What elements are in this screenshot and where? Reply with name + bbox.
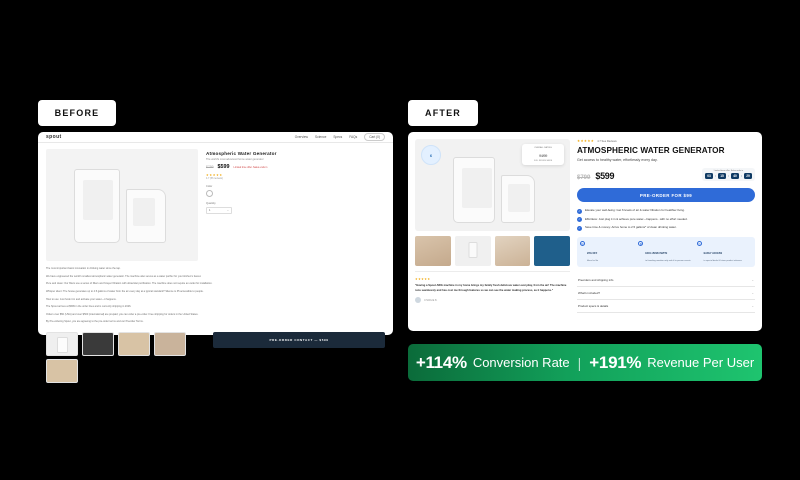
page-subtitle: Get access to healthy water, effortlessly every day.: [577, 158, 658, 162]
before-price-row: [206, 164, 385, 170]
rating-badge-score: [524, 150, 562, 159]
perk-item: [697, 241, 752, 263]
after-product-image: [415, 139, 570, 231]
accordion-whats-included[interactable]: [577, 287, 755, 300]
review-author-name: CHARLIE B.: [424, 298, 438, 302]
certification-badge-icon: 6: [421, 145, 441, 165]
device-large-illustration: [453, 157, 495, 223]
accordion-label: Preorders and shipping info: [578, 277, 614, 282]
brand-logo: spout: [46, 134, 62, 140]
rating-badge-link[interactable]: FULL REVIEW HERE: [533, 159, 553, 162]
review-text: "Having a Spout AWG machine in my home brings my family fresh delicious water everyday, from the air! The machine runs seamlessly and has cost me through features so we can see the water making process, as it happens.": [415, 284, 567, 292]
quantity-label: Quantity: [206, 202, 216, 205]
before-star-rating: ★★★★★: [206, 173, 223, 177]
thumbnail-extra[interactable]: [46, 359, 78, 383]
label-after: AFTER: [408, 100, 478, 126]
results-banner: [408, 344, 762, 381]
perk-desc: filters for life: [587, 259, 599, 262]
thumbnail-lifestyle-1[interactable]: [415, 236, 451, 266]
after-page: [408, 132, 762, 331]
copy-paragraph: The most important basic innovation in drinking water since the tap.: [46, 267, 121, 270]
copy-paragraph: The Spout arrives at $599 in the order lines and is currently shipping in 2026.: [46, 305, 132, 309]
review-author-row: [415, 297, 570, 303]
before-topbar: [38, 132, 393, 143]
banner-separator: |: [577, 354, 582, 371]
check-icon: ✓: [578, 225, 581, 230]
thumbnail-lifestyle-2[interactable]: [495, 236, 531, 266]
nav-item-overview[interactable]: Overview: [294, 135, 308, 139]
star-rating: ★★★★★: [577, 139, 595, 143]
conversion-rate-value: +114%: [415, 352, 467, 372]
rating-badge-score-max: /99: [542, 152, 548, 158]
accordion-label: Product specs & details: [578, 303, 609, 308]
after-info-column: [577, 139, 755, 324]
revenue-per-user-value: +191%: [589, 352, 642, 372]
benefit-text: Elevate your well-being: Get 6 levels of air & water filtration for healthier living.: [585, 208, 685, 212]
nav-item-science[interactable]: Science: [315, 135, 327, 139]
before-product-image: [46, 149, 198, 261]
after-body: [408, 132, 762, 331]
see-reviews-link[interactable]: 4.7 See Reviews: [597, 139, 617, 143]
thumbnail-person[interactable]: [154, 332, 186, 356]
invite-icon: ★: [639, 241, 643, 246]
before-body: [38, 143, 393, 261]
perk-desc: to special deals & future product releases: [703, 259, 742, 262]
thumbnail-kitchen[interactable]: [118, 332, 150, 356]
perk-item: [638, 241, 693, 263]
preorder-button[interactable]: PRE-ORDER FOR $99: [577, 188, 755, 202]
before-old-price: $799: [206, 165, 214, 169]
before-product-info: [206, 149, 385, 261]
chevron-down-icon[interactable]: ⌄: [751, 303, 754, 308]
before-nav: [295, 133, 385, 141]
benefit-text: Save time & money: Arrive home to 2.5 gallons* of clean drinking water.: [585, 225, 677, 229]
rating-badge-title: OVERALL RATING: [534, 147, 552, 149]
revenue-per-user-label: Revenue Per User: [647, 355, 755, 370]
thumbnail-dark[interactable]: [82, 332, 114, 356]
device-small-illustration: [126, 189, 166, 243]
chevron-down-icon[interactable]: ⌄: [751, 277, 754, 282]
perk-item: [580, 241, 635, 263]
before-thumbnail-row-2: [38, 356, 393, 383]
quantity-stepper[interactable]: [206, 207, 232, 214]
color-label: Color: [206, 185, 213, 188]
perk-desc: to founding member only web & in-person events: [645, 259, 691, 262]
before-product-title: Atmospheric Water Generator: [206, 151, 277, 156]
countdown-seconds: 29: [744, 173, 752, 179]
list-item: [577, 217, 755, 223]
after-old-price: $799: [577, 175, 591, 181]
countdown-hours: 15: [718, 173, 726, 179]
thumbnail-video[interactable]: [534, 236, 570, 266]
countdown-separator: :: [728, 174, 729, 178]
perk-title: EARLY ACCESS: [703, 251, 723, 255]
after-rating-row: [577, 139, 755, 143]
countdown-minutes: 40: [731, 173, 739, 179]
copy-paragraph: Orders over $50 (USA) and over $500 (international) are prepaid; you can order a pre-order. Free shipping for orders in the United States.: [46, 312, 199, 316]
countdown-digits: [705, 173, 752, 179]
after-price-row: [577, 168, 755, 181]
chevron-down-icon[interactable]: ⌄: [751, 290, 754, 295]
customer-review: [415, 271, 570, 303]
copy-paragraph: Pure and clean: Our filters use a series of filters and 6-layer filtration with ultraviolet purification. The machine does not require an outlet for installation.: [46, 282, 213, 286]
avatar: [415, 297, 421, 303]
perk-title: 20% OFF: [587, 251, 598, 255]
page-title: ATMOSPHERIC WATER GENERATOR: [577, 146, 725, 155]
countdown-separator: :: [741, 174, 742, 178]
nav-item-faqs[interactable]: FAQs: [349, 135, 358, 139]
cart-button[interactable]: Cart (0): [364, 133, 385, 141]
before-thumbnail-row: [38, 328, 393, 356]
after-new-price: $599: [595, 171, 615, 181]
accordion-list: [577, 274, 755, 313]
list-item: [577, 208, 755, 214]
device-thumb-icon: [468, 242, 477, 258]
countdown-separator: :: [715, 174, 716, 178]
review-stars: ★★★★★: [415, 277, 431, 281]
accordion-label: What's included?: [578, 290, 600, 295]
thumbnail-product[interactable]: [455, 236, 491, 266]
after-thumbnail-row: [415, 236, 570, 266]
before-page: [38, 132, 393, 342]
clock-icon: ◷: [697, 241, 701, 246]
check-icon: ✓: [578, 208, 581, 213]
before-product-subtitle: The world's most advanced home water generator: [206, 158, 264, 161]
discount-icon: %: [581, 241, 584, 246]
label-before: BEFORE: [38, 100, 116, 126]
countdown-label: Limited time offer. Sales ends in: [713, 170, 744, 172]
accordion-preorders-shipping[interactable]: [577, 274, 755, 287]
nav-item-specs[interactable]: Specs: [333, 135, 343, 139]
rating-badge: [522, 144, 564, 165]
countdown-days: 03: [705, 173, 713, 179]
preorder-button[interactable]: PRE-ORDER CONTACT — $599: [213, 332, 385, 348]
device-small-illustration: [501, 175, 535, 223]
quantity-value: 1: [209, 209, 211, 212]
color-swatch-white[interactable]: [206, 190, 213, 197]
check-icon: ✓: [578, 217, 581, 221]
list-item: [577, 225, 755, 231]
accordion-product-specs[interactable]: [577, 300, 755, 313]
device-thumb-icon: [57, 337, 68, 353]
device-large-illustration: [74, 169, 120, 243]
before-new-price: $599: [217, 164, 230, 170]
copy-paragraph: How to use: Just hook it in and activate your water—it happens.: [46, 297, 117, 301]
perks-panel: [577, 237, 755, 267]
conversion-rate-label: Conversion Rate: [472, 355, 570, 370]
before-review-count: 4.7 (56 reviews): [206, 177, 224, 180]
perk-title: EXCLUSIVE INVITE: [645, 251, 668, 255]
rating-badge-score-value: 94: [538, 152, 543, 158]
thumbnail-product[interactable]: [46, 332, 78, 356]
copy-paragraph: We have engineered the world's smallest atmospheric water generator. The machine also serves as a water purifier for your kitchen's faucet.: [46, 274, 202, 278]
after-media-column: [415, 139, 570, 324]
copy-paragraph: By Pre-ordering Spout, you are agreeing to the pre-order terms and our Preorder Terms.: [46, 320, 144, 324]
chevron-down-icon[interactable]: ⌄: [226, 209, 229, 212]
benefit-list: [577, 208, 755, 231]
before-copy-block: [38, 261, 393, 325]
copy-paragraph: Whisper silent: The house generates up to 4.5 gallons of water from the air every day at a typical standard? Silence is 35 accessible to people.: [46, 289, 204, 293]
countdown-timer: [702, 168, 755, 181]
before-promo-text: Limited time offer. Sales ends in: [233, 166, 268, 169]
benefit-text: Effortless: Just plug it in & achieve pure water—happens...with no effort needed.: [585, 216, 688, 221]
